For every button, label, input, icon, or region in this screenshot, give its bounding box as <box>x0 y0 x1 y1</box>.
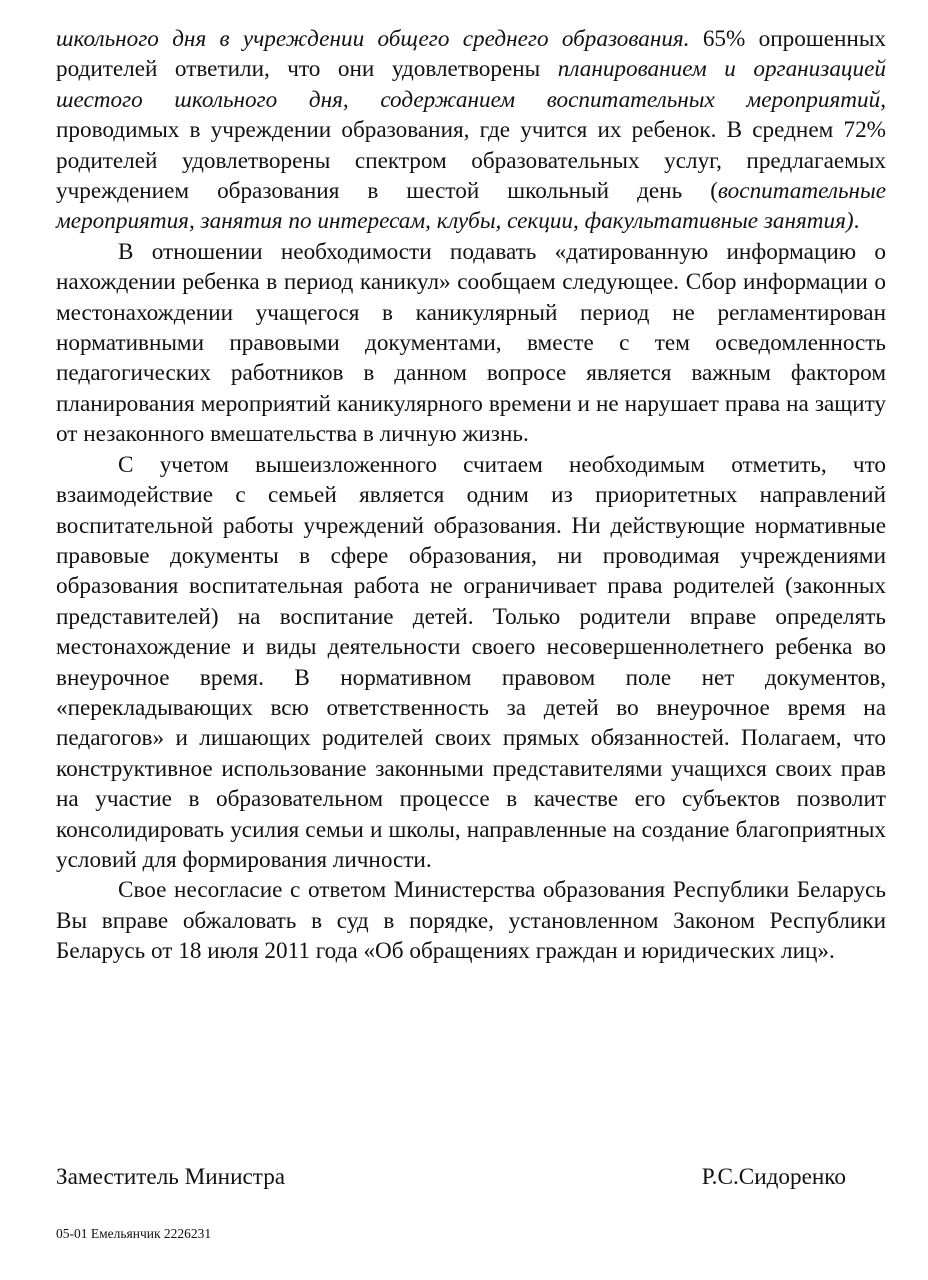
executor-note: 05-01 Емельянчик 2226231 <box>56 1226 212 1241</box>
paragraph-appeal-rights <box>56 875 886 966</box>
text-run: планированием и организацией шестого школьного дня, содержанием воспитательных мероприятий, <box>56 56 886 113</box>
signatory-name: Р.С.Сидоренко <box>701 1164 846 1190</box>
signature-block <box>56 1162 846 1192</box>
text-run: Свое несогласие с ответом Министерства образования Республики Беларусь Вы вправе обжаловать в суд в порядке, установленном Законом Республики Беларусь от 18 июля 2011 года «Об обращениях граждан и юридических лиц». <box>56 877 886 965</box>
document-body <box>56 24 886 967</box>
paragraph-survey-results <box>56 24 886 237</box>
text-run: . <box>853 208 860 235</box>
signatory-position: Заместитель Министра <box>56 1164 286 1190</box>
text-run: 65% опрошенных родителей ответили, что они удовлетворены <box>56 26 886 83</box>
text-run: С учетом вышеизложенного считаем необходимым отметить, что взаимодействие с семьей является одним из приоритетных направлений воспитательной работы учреждений образования. Ни действующие нормативные правовые документы в сфере образования, ни проводимая учреждениями образования воспитательная работа не ограничивает права родителей (законных представителей) на воспитание детей. Только родители вправе определять местонахождение и виды деятельности своего несовершеннолетнего ребенка во внеурочное время. В нормативном правовом поле нет документов, «перекладывающих всю ответственность за детей во внеурочное время на педагогов» и лишающих родителей своих прямых обязанностей. Полагаем, что конструктивное использование законными представителями учащихся своих прав на участие в образовательном процессе в качестве его субъектов позволит консолидировать усилия семьи и школы, направленные на создание благоприятных условий для формирования личности. <box>56 451 886 873</box>
text-run: проводимых в учреждении образования, где учится их ребенок. В среднем 72% родителей удовлетворены спектром образовательных услуг, предлагаемых учреждением образования в шестой школьный день ( <box>56 117 886 205</box>
paragraph-vacation-info <box>56 237 886 450</box>
paragraph-family-cooperation <box>56 450 886 876</box>
text-run: воспитательные мероприятия, занятия по интересам, клубы, секции, факультативные занятия) <box>56 178 886 235</box>
text-run: В отношении необходимости подавать «датированную информацию о нахождении ребенка в период каникул» сообщаем следующее. Сбор информации о местонахождении учащегося в каникулярный период не регламентирован нормативными правовыми документами, вместе с тем осведомленность педагогических работников в данном вопросе является важным фактором планирования мероприятий каникулярного времени и не нарушает права на защиту от незаконного вмешательства в личную жизнь. <box>56 238 886 448</box>
text-run: школьного дня в учреждении общего среднего образования. <box>56 26 690 52</box>
